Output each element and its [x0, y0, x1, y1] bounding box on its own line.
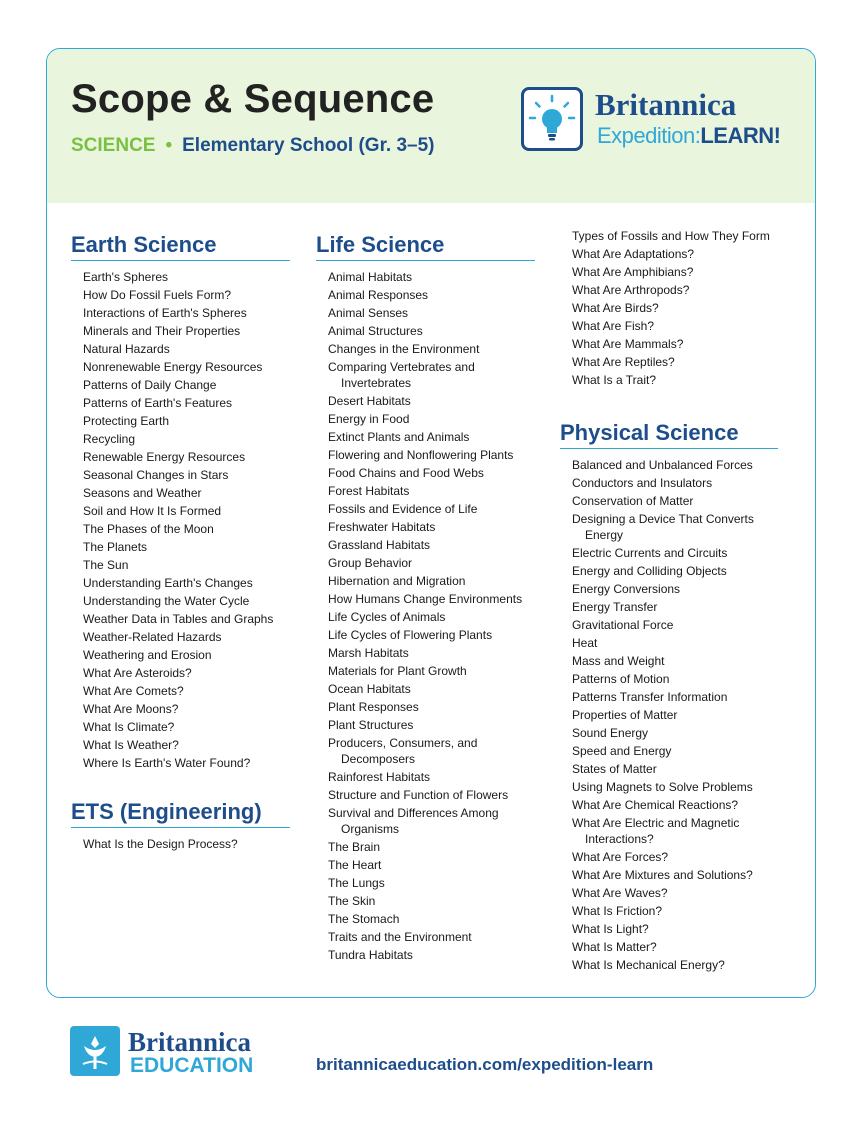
- list-item: What Are Adaptations?: [572, 247, 695, 261]
- ets-column: [71, 799, 290, 854]
- list-item: What Is Weather?: [83, 738, 179, 752]
- list-item: Sound Energy: [572, 726, 649, 740]
- list-item: Gravitational Force: [572, 618, 674, 632]
- expedition-learn-logo: [521, 87, 791, 153]
- list-item: Food Chains and Food Webs: [328, 466, 484, 480]
- earth-science-list: [71, 261, 290, 771]
- list-item: Designing a Device That Converts Energy: [572, 512, 754, 542]
- list-item: Renewable Energy Resources: [83, 450, 246, 464]
- list-item: Group Behavior: [328, 556, 413, 570]
- list-item: What Are Moons?: [83, 702, 179, 716]
- list-item: Patterns of Earth's Features: [83, 396, 233, 410]
- list-item: Flowering and Nonflowering Plants: [328, 448, 514, 462]
- list-item: Protecting Earth: [83, 414, 170, 428]
- list-item: Energy and Colliding Objects: [572, 564, 727, 578]
- earth-science-column: [71, 232, 290, 773]
- list-item: The Planets: [83, 540, 148, 554]
- list-item: What Are Fish?: [572, 319, 655, 333]
- list-item: The Skin: [328, 894, 376, 908]
- list-item: Rainforest Habitats: [328, 770, 431, 784]
- physical-science-heading: Physical Science: [560, 420, 778, 449]
- list-item: How Humans Change Environments: [328, 592, 523, 606]
- list-item: Comparing Vertebrates and Invertebrates: [328, 360, 475, 390]
- list-item: Producers, Consumers, and Decomposers: [328, 736, 478, 766]
- list-item: Energy in Food: [328, 412, 410, 426]
- list-item: Earth's Spheres: [83, 270, 169, 284]
- list-item: Energy Transfer: [572, 600, 658, 614]
- list-item: Minerals and Their Properties: [83, 324, 241, 338]
- list-item: What Are Electric and Magnetic Interactions?: [572, 816, 740, 846]
- list-item: Weather-Related Hazards: [83, 630, 222, 644]
- list-item: Weathering and Erosion: [83, 648, 212, 662]
- list-item: What Is the Design Process?: [83, 837, 238, 851]
- list-item: Extinct Plants and Animals: [328, 430, 470, 444]
- list-item: Balanced and Unbalanced Forces: [572, 458, 753, 472]
- list-item: Nonrenewable Energy Resources: [83, 360, 263, 374]
- list-item: What Are Forces?: [572, 850, 669, 864]
- list-item: Patterns Transfer Information: [572, 690, 728, 704]
- physical-science-list: [560, 449, 778, 973]
- list-item: Forest Habitats: [328, 484, 410, 498]
- lightbulb-icon: [521, 87, 583, 151]
- grade-level: Elementary School (Gr. 3–5): [182, 135, 435, 156]
- list-item: Patterns of Motion: [572, 672, 670, 686]
- list-item: What Is Mechanical Energy?: [572, 958, 725, 972]
- list-item: Survival and Differences Among Organisms: [328, 806, 499, 836]
- list-item: What Are Chemical Reactions?: [572, 798, 739, 812]
- list-item: Heat: [572, 636, 598, 650]
- list-item: Animal Responses: [328, 288, 429, 302]
- logo-product-bold: LEARN!: [700, 123, 781, 148]
- list-item: States of Matter: [572, 762, 657, 776]
- logo-product-light: Expedition:: [597, 123, 701, 148]
- list-item: The Lungs: [328, 876, 385, 890]
- list-item: Seasons and Weather: [83, 486, 202, 500]
- list-item: Traits and the Environment: [328, 930, 472, 944]
- list-item: What Are Birds?: [572, 301, 659, 315]
- logo-brand-text: Britannica: [595, 87, 737, 122]
- list-item: Where Is Earth's Water Found?: [83, 756, 251, 770]
- list-item: Animal Senses: [328, 306, 409, 320]
- list-item: Properties of Matter: [572, 708, 678, 722]
- list-item: What Is Matter?: [572, 940, 657, 954]
- list-item: Using Magnets to Solve Problems: [572, 780, 753, 794]
- list-item: What Are Mammals?: [572, 337, 684, 351]
- list-item: Desert Habitats: [328, 394, 411, 408]
- subject-label: SCIENCE: [71, 135, 156, 156]
- list-item: Electric Currents and Circuits: [572, 546, 728, 560]
- list-item: Understanding Earth's Changes: [83, 576, 253, 590]
- list-item: Understanding the Water Cycle: [83, 594, 250, 608]
- life-science-continued-list: [560, 220, 788, 388]
- list-item: Structure and Function of Flowers: [328, 788, 509, 802]
- physical-science-column: [560, 420, 778, 975]
- ets-list: [71, 828, 290, 852]
- list-item: Natural Hazards: [83, 342, 170, 356]
- list-item: What Are Asteroids?: [83, 666, 192, 680]
- list-item: Mass and Weight: [572, 654, 665, 668]
- list-item: What Are Waves?: [572, 886, 668, 900]
- life-science-continued-column: [560, 220, 788, 390]
- list-item: Animal Habitats: [328, 270, 413, 284]
- list-item: Patterns of Daily Change: [83, 378, 217, 392]
- subtitle: [71, 135, 435, 157]
- list-item: What Is Friction?: [572, 904, 663, 918]
- footer-url-link[interactable]: britannicaeducation.com/expedition-learn: [316, 1055, 654, 1074]
- list-item: Soil and How It Is Formed: [83, 504, 222, 518]
- list-item: The Phases of the Moon: [83, 522, 214, 536]
- ets-heading: ETS (Engineering): [71, 799, 290, 828]
- list-item: What Is Light?: [572, 922, 649, 936]
- list-item: What Are Amphibians?: [572, 265, 694, 279]
- header-band: [47, 49, 815, 203]
- list-item: Materials for Plant Growth: [328, 664, 467, 678]
- list-item: The Heart: [328, 858, 382, 872]
- life-science-heading: Life Science: [316, 232, 535, 261]
- list-item: Fossils and Evidence of Life: [328, 502, 478, 516]
- britannica-education-logo: [70, 1026, 270, 1078]
- logo-product-text: [597, 123, 780, 149]
- list-item: Seasonal Changes in Stars: [83, 468, 229, 482]
- list-item: Speed and Energy: [572, 744, 672, 758]
- list-item: What Are Arthropods?: [572, 283, 690, 297]
- list-item: What Are Mixtures and Solutions?: [572, 868, 753, 882]
- list-item: What Is a Trait?: [572, 373, 657, 387]
- list-item: Freshwater Habitats: [328, 520, 436, 534]
- list-item: What Are Comets?: [83, 684, 184, 698]
- list-item: Conductors and Insulators: [572, 476, 713, 490]
- list-item: Changes in the Environment: [328, 342, 480, 356]
- footer-brand-text: Britannica: [128, 1027, 252, 1057]
- list-item: The Stomach: [328, 912, 400, 926]
- list-item: Plant Structures: [328, 718, 414, 732]
- list-item: Marsh Habitats: [328, 646, 409, 660]
- list-item: What Is Climate?: [83, 720, 175, 734]
- list-item: Types of Fossils and How They Form: [572, 229, 770, 243]
- life-science-column: [316, 232, 535, 965]
- list-item: Plant Responses: [328, 700, 419, 714]
- list-item: Interactions of Earth's Spheres: [83, 306, 247, 320]
- list-item: Life Cycles of Flowering Plants: [328, 628, 493, 642]
- list-item: Recycling: [83, 432, 136, 446]
- life-science-list: [316, 261, 535, 963]
- list-item: The Sun: [83, 558, 129, 572]
- list-item: Grassland Habitats: [328, 538, 431, 552]
- list-item: Energy Conversions: [572, 582, 681, 596]
- list-item: Hibernation and Migration: [328, 574, 466, 588]
- separator-dot: •: [165, 135, 173, 156]
- list-item: Conservation of Matter: [572, 494, 694, 508]
- list-item: Tundra Habitats: [328, 948, 413, 962]
- earth-science-heading: Earth Science: [71, 232, 290, 261]
- list-item: Animal Structures: [328, 324, 423, 338]
- list-item: How Do Fossil Fuels Form?: [83, 288, 232, 302]
- thistle-icon: [70, 1026, 120, 1076]
- list-item: The Brain: [328, 840, 381, 854]
- list-item: What Are Reptiles?: [572, 355, 675, 369]
- list-item: Life Cycles of Animals: [328, 610, 446, 624]
- list-item: Ocean Habitats: [328, 682, 411, 696]
- footer-education-text: EDUCATION: [130, 1054, 254, 1077]
- page-title: Scope & Sequence: [71, 77, 435, 121]
- list-item: Weather Data in Tables and Graphs: [83, 612, 274, 626]
